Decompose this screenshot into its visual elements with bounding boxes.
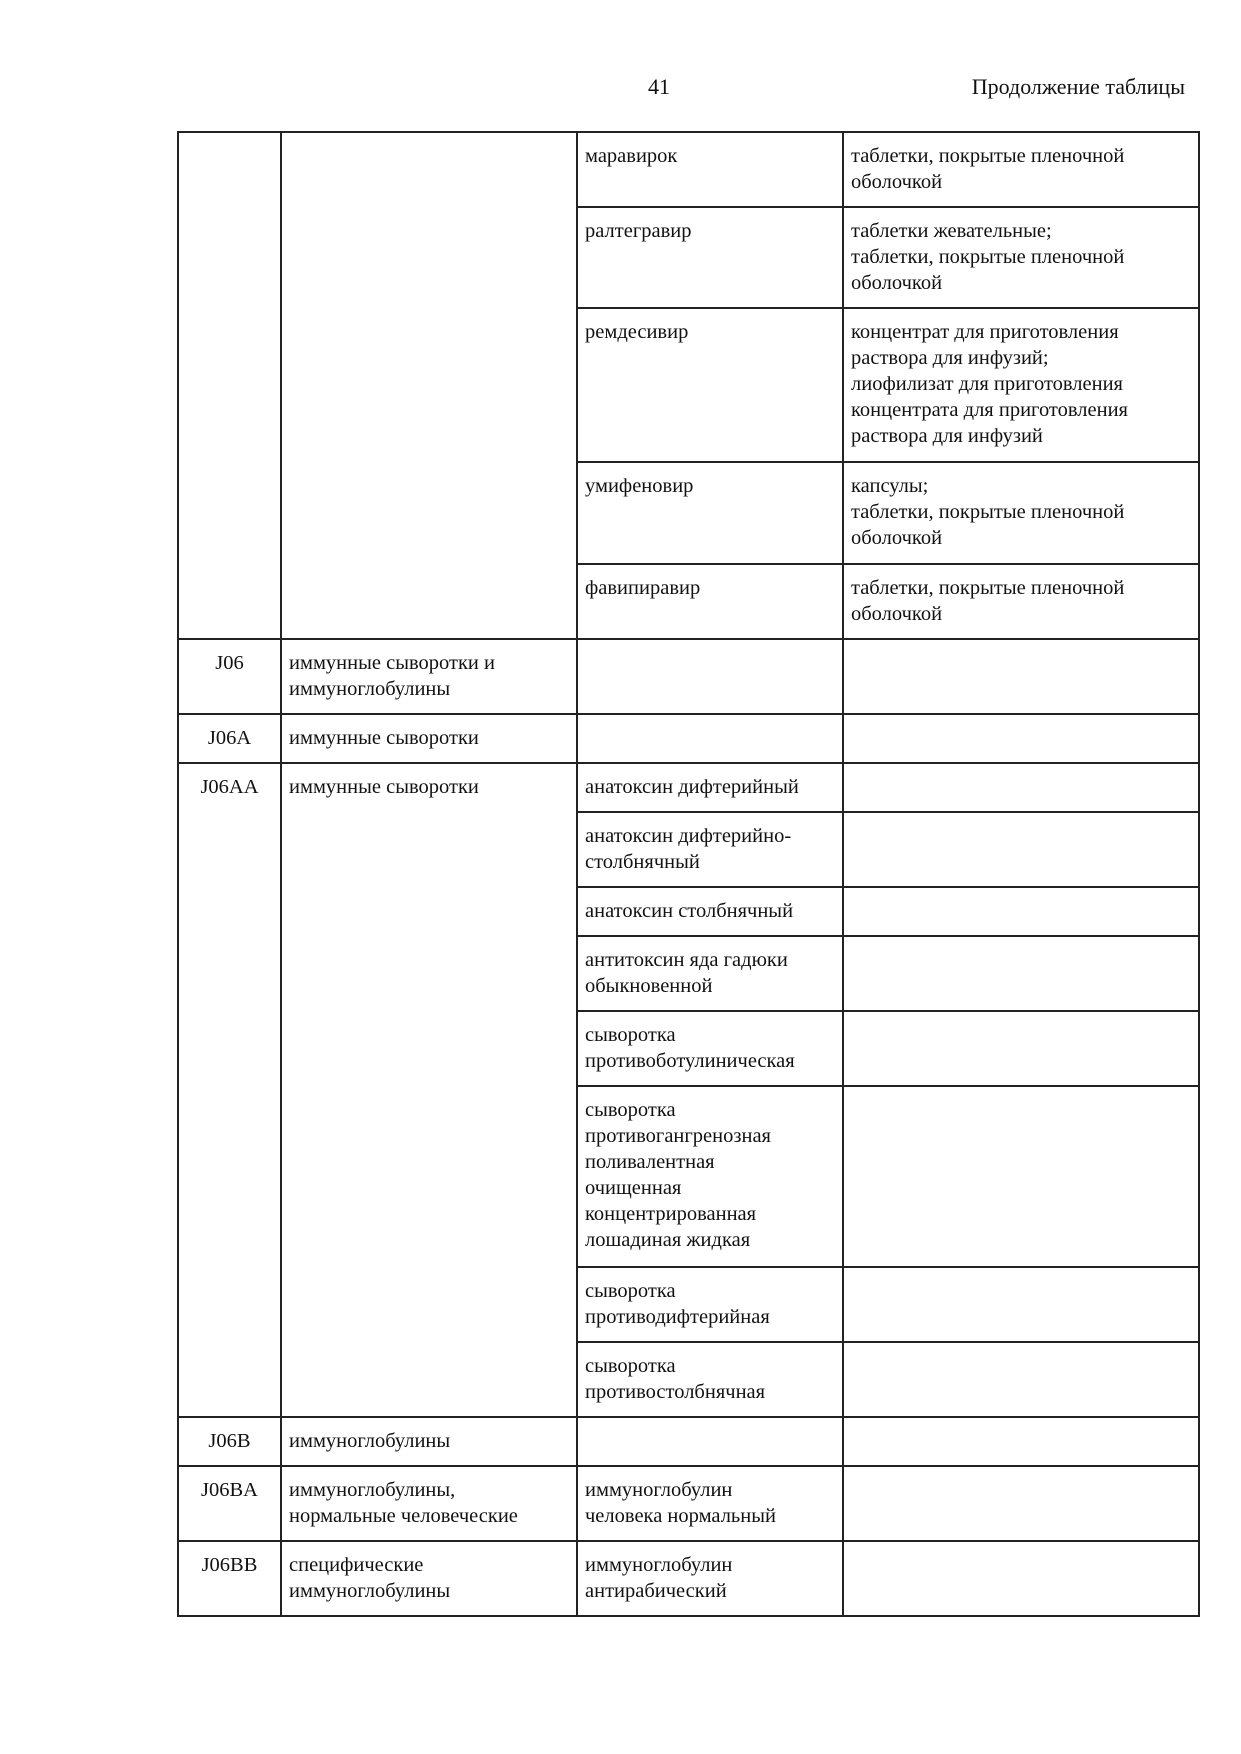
drug-name: противоботулиническая [585,1050,795,1072]
drug-name: противостолбнячная [585,1381,766,1403]
atc-code-cell [178,132,281,639]
drug-table [177,131,1200,1617]
group-line: специфические [289,1554,424,1576]
drug-name: человека нормальный [585,1505,776,1527]
table-row [178,639,1199,714]
table-row [178,763,1199,812]
form-line: капсулы; [851,475,929,497]
table-row [178,1466,1199,1541]
atc-code: J06BB [201,1554,258,1576]
group-cell [281,132,577,639]
atc-code: J06B [208,1430,251,1452]
form-line: оболочкой [851,171,943,193]
drug-name: анатоксин дифтерийный [585,776,799,798]
form-cell [843,1466,1199,1541]
form-line: таблетки, покрытые пленочной [851,246,1125,268]
form-cell [843,1342,1199,1417]
form-line: таблетки, покрытые пленочной [851,501,1125,523]
group-cell [281,763,577,1417]
drug-name: иммуноглобулин [585,1554,733,1576]
form-cell [843,207,1199,308]
atc-code-cell [178,714,281,763]
drug-name: умифеновир [585,475,694,497]
drug-cell [577,1086,843,1267]
atc-code-cell [178,639,281,714]
drug-name: сыворотка [585,1355,676,1377]
drug-name: лошадиная жидкая [585,1229,751,1251]
drug-name: фавипиравир [585,577,701,599]
atc-code: J06BA [201,1479,258,1501]
drug-name: ремдесивир [585,321,689,343]
drug-cell [577,132,843,207]
form-line: лиофилизат для приготовления [851,373,1123,395]
drug-cell [577,763,843,812]
drug-name: сыворотка [585,1099,676,1121]
atc-code-cell [178,1417,281,1466]
drug-name: поливалентная [585,1151,715,1173]
form-line: оболочкой [851,527,943,549]
drug-cell [577,1011,843,1086]
form-line: таблетки, покрытые пленочной [851,577,1125,599]
form-cell [843,763,1199,812]
drug-cell [577,887,843,936]
drug-name: анатоксин дифтерийно- [585,825,792,847]
atc-code-cell [178,1541,281,1616]
group-line: нормальные человеческие [289,1505,518,1527]
group-cell [281,714,577,763]
group-cell [281,639,577,714]
group-line: иммуноглобулины, [289,1479,456,1501]
form-cell [843,812,1199,887]
form-line: раствора для инфузий [851,425,1043,447]
drug-cell [577,1466,843,1541]
drug-cell [577,207,843,308]
drug-cell [577,1342,843,1417]
group-line: иммуноглобулины [289,678,451,700]
drug-name: антитоксин яда гадюки [585,949,788,971]
drug-name: иммуноглобулин [585,1479,733,1501]
form-line: концентрат для приготовления [851,321,1119,343]
group-line: иммунные сыворотки и [289,652,495,674]
drug-cell [577,462,843,564]
drug-cell [577,936,843,1011]
drug-cell [577,1267,843,1342]
drug-cell [577,1541,843,1616]
form-cell [843,714,1199,763]
drug-cell [577,812,843,887]
drug-name: антирабический [585,1580,727,1602]
form-cell [843,308,1199,462]
form-line: оболочкой [851,272,943,294]
group-line: иммуноглобулины [289,1580,451,1602]
form-cell [843,887,1199,936]
drug-name: противогангренозная [585,1125,771,1147]
form-cell [843,936,1199,1011]
group-cell [281,1541,577,1616]
atc-code-cell [178,763,281,1417]
table-row [178,714,1199,763]
form-line: концентрата для приготовления [851,399,1128,421]
drug-cell [577,564,843,639]
form-line: оболочкой [851,603,943,625]
drug-cell [577,308,843,462]
group-cell [281,1466,577,1541]
form-line: таблетки жевательные; [851,220,1052,242]
drug-cell [577,639,843,714]
group-line: иммуноглобулины [289,1430,451,1452]
table-continuation-label: Продолжение таблицы [971,74,1185,99]
form-cell [843,462,1199,564]
drug-name: столбнячный [585,851,700,873]
drug-cell [577,714,843,763]
group-cell [281,1417,577,1466]
drug-name: ралтегравир [585,220,692,242]
atc-code: J06A [207,727,252,749]
group-line: иммунные сыворотки [289,727,479,749]
drug-name: сыворотка [585,1280,676,1302]
form-line: таблетки, покрытые пленочной [851,145,1125,167]
table-row [178,1417,1199,1466]
form-cell [843,132,1199,207]
form-cell [843,1011,1199,1086]
table-row [178,132,1199,207]
drug-name: очищенная [585,1177,682,1199]
drug-name: противодифтерийная [585,1306,770,1328]
atc-code: J06 [215,652,244,674]
table-row [178,1541,1199,1616]
form-cell [843,639,1199,714]
form-cell [843,1541,1199,1616]
drug-name: сыворотка [585,1024,676,1046]
group-line: иммунные сыворотки [289,776,479,798]
form-line: раствора для инфузий; [851,347,1049,369]
drug-name: анатоксин столбнячный [585,900,794,922]
drug-name: обыкновенной [585,975,713,997]
form-cell [843,1086,1199,1267]
atc-code-cell [178,1466,281,1541]
form-cell [843,1417,1199,1466]
form-cell [843,1267,1199,1342]
drug-name: маравирок [585,145,678,167]
atc-code: J06AA [200,776,259,798]
drug-cell [577,1417,843,1466]
drug-name: концентрированная [585,1203,757,1225]
form-cell [843,564,1199,639]
page-number: 41 [648,74,670,99]
